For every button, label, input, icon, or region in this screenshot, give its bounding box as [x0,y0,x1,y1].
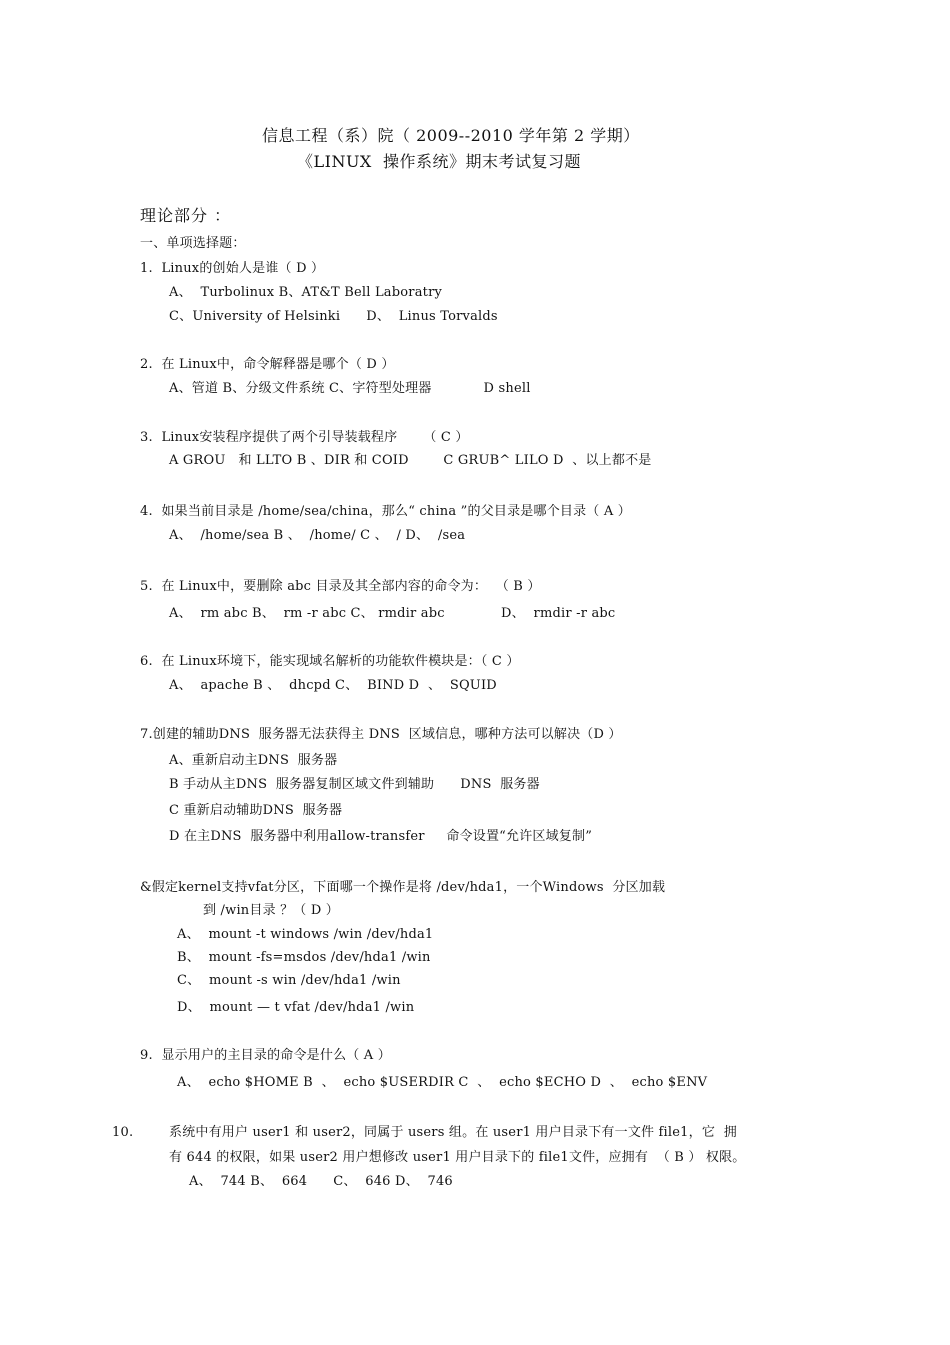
question-7-option: C 重新启动辅助DNS 服务器 [169,803,343,818]
section-heading-theory: 理论部分 ： [140,206,232,225]
question-8-stem-continued: 到 /win目录 ？（ D ） [203,903,339,918]
question-5-option: A、 rm abc B、 rm -r abc C、 rmdir abc D、 rmdir -r abc [169,606,616,621]
question-8-option: A、 mount -t windows /win /dev/hda1 [177,927,434,942]
question-10-number: 10. [112,1125,134,1140]
question-1-stem: 1. Linux的创始人是谁（ D ） [140,261,325,276]
question-10-stem: 系统中有用户 user1 和 user2，同属于 users 组。在 user1 用户目录下有一文件 file1，它 拥 [169,1125,737,1140]
question-4-option: A、 /home/sea B 、 /home/ C 、 / D、 /sea [169,528,466,543]
question-3-stem: 3. Linux安装程序提供了两个引导装载程序 （ C ） [140,430,469,445]
question-5-stem: 5. 在 Linux中，要删除 abc 目录及其全部内容的命令为： （ B ） [140,579,541,594]
question-2-option: A、管道 B、分级文件系统 C、字符型处理器 D shell [169,381,531,396]
question-8-option: B、 mount -fs=msdos /dev/hda1 /win [177,950,431,965]
question-6-option: A、 apache B 、 dhcpd C、 BIND D 、 SQUID [169,678,497,693]
question-4-stem: 4. 如果当前目录是 /home/sea/china，那么“ china ”的父目录是哪个目录（ A ） [140,504,631,519]
question-9-option: A、 echo $HOME B 、 echo $USERDIR C 、 echo $ECHO D 、 echo $ENV [177,1075,708,1090]
section-heading-single-choice: 一、单项选择题： [140,236,246,251]
question-10-stem-continued: 有 644 的权限，如果 user2 用户想修改 user1 用户目录下的 file1文件，应拥有 （ B ） 权限。 [169,1150,746,1165]
document-title-line2: 《LINUX 操作系统》期末考试复习题 [297,152,581,171]
question-6-stem: 6. 在 Linux环境下，能实现域名解析的功能软件模块是：（ C ） [140,654,520,669]
question-3-option: A GROU 和 LLTO B 、DIR 和 COID C GRUB^ LILO D 、以上都不是 [169,453,652,468]
question-1-option: A、 Turbolinux B、AT&T Bell Laboratry [169,285,443,300]
document-title-line1: 信息工程（系）院（ 2009--2010 学年第 2 学期） [262,126,640,145]
question-7-option: A、重新启动主DNS 服务器 [169,753,338,768]
question-7-option: D 在主DNS 服务器中利用allow-transfer 命令设置“允许区域复制” [169,829,593,844]
question-2-stem: 2. 在 Linux中，命令解释器是哪个（ D ） [140,357,395,372]
question-9-stem: 9. 显示用户的主目录的命令是什么（ A ） [140,1048,391,1063]
question-7-option: B 手动从主DNS 服务器复制区域文件到辅助 DNS 服务器 [169,777,540,792]
question-8-option: C、 mount -s win /dev/hda1 /win [177,973,401,988]
question-8-option: D、 mount — t vfat /dev/hda1 /win [177,1000,415,1015]
question-8-stem: &假定kernel支持vfat分区，下面哪一个操作是将 /dev/hda1，一个Windows 分区加载 [140,880,666,895]
question-1-option: C、University of Helsinki D、 Linus Torvalds [169,309,498,324]
question-10-option: A、 744 B、 664 C、 646 D、 746 [189,1174,453,1189]
question-7-stem: 7.创建的辅助DNS 服务器无法获得主 DNS 区域信息，哪种方法可以解决（D ） [140,727,622,742]
